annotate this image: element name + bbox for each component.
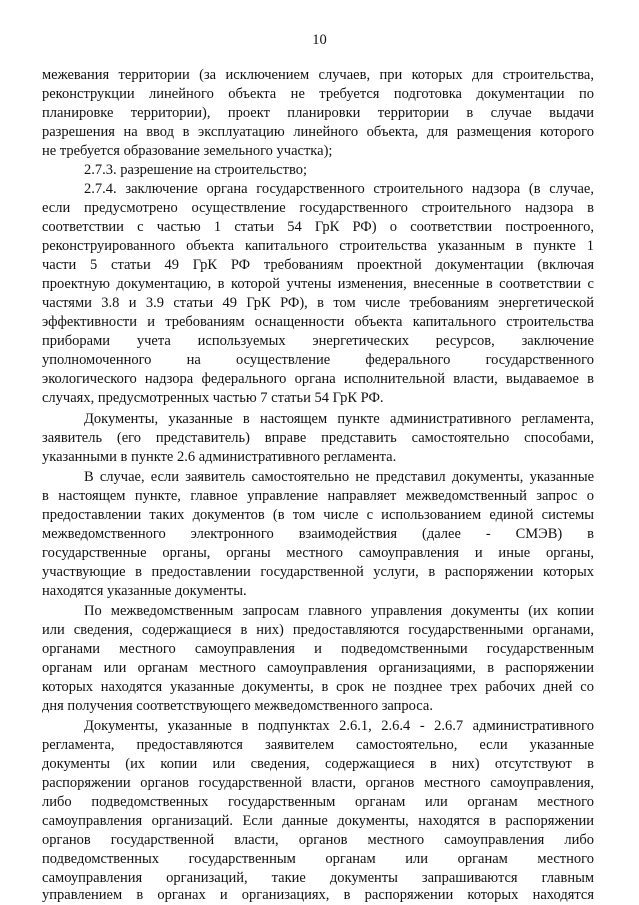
text-line: планировке территории), проект планировки территории в случае выдачи [42, 105, 594, 121]
text-line: 2.7.4. заключение органа государственного строительного надзора (в случае, [84, 181, 594, 197]
text-line: участвующие в предоставлении государственной услуги, в распоряжении которых [42, 564, 594, 580]
text-line: управлением в органах и организациях, в распоряжении которых находятся [42, 887, 594, 903]
text-line: органов государственной власти, органов местного самоуправления либо [42, 832, 594, 848]
text-line: органами местного самоуправления и подведомственными государственным [42, 641, 594, 657]
text-line: если предусмотрено осуществление государственного строительного надзора в [42, 200, 594, 216]
text-line: находятся указанные документы. [42, 583, 247, 599]
text-line: государственные органы, органы местного самоуправления и иные органы, [42, 545, 594, 561]
text-line: Документы, указанные в настоящем пункте административного регламента, [84, 411, 594, 427]
text-line: проектную документацию, в которой учтены изменения, внесенные в соответствии с [42, 276, 594, 292]
text-line: дня получения соответствующего межведомственного запроса. [42, 698, 433, 714]
text-line: указанными в пункте 2.6 административного регламента. [42, 449, 397, 465]
text-line: не требуется образование земельного участка); [42, 143, 333, 159]
text-line: самоуправления организаций, такие документы запрашиваются главным [42, 870, 594, 886]
text-line: частями 3.8 и 3.9 статьи 49 ГрК РФ), в том числе требованиям энергетической [42, 295, 594, 311]
text-line: уполномоченного на осуществление федерального государственного [42, 352, 594, 368]
text-line: межведомственного электронного взаимодействия (далее - СМЭВ) в [42, 526, 594, 542]
page-number: 10 [312, 32, 327, 48]
text-line: разрешения на ввод в эксплуатацию линейного объекта, для размещения которого [42, 124, 594, 140]
text-line: приборами учета используемых энергетических ресурсов, заключение [42, 333, 594, 349]
text-line: эффективности и требованиям оснащенности объекта капитального строительства [42, 314, 594, 330]
text-line: документы (их копии или сведения, содержащиеся в них) отсутствуют в [42, 756, 594, 772]
text-line: самоуправления организаций. Если данные документы, находятся в распоряжении [42, 813, 594, 829]
text-line: Документы, указанные в подпунктах 2.6.1, 2.6.4 - 2.6.7 административного [84, 718, 594, 734]
text-line: органам или органам местного самоуправления организациями, в распоряжении [42, 660, 594, 676]
text-line: реконструированного объекта капитального строительства указанным в пункте 1 [42, 238, 594, 254]
text-line: экологического надзора федерального органа исполнительной власти, выдаваемое в [42, 371, 594, 387]
text-line: либо подведомственных государственным органам или органам местного [42, 794, 594, 810]
text-line: соответствии с частью 1 статьи 54 ГрК РФ) о соответствии построенного, [42, 219, 594, 235]
text-line: 2.7.3. разрешение на строительство; [84, 162, 307, 178]
text-line: реконструкции линейного объекта не требуется подготовка документации по [42, 86, 594, 102]
text-line: В случае, если заявитель самостоятельно не представил документы, указанные [84, 469, 594, 485]
text-line: подведомственных государственным органам или органам местного [42, 851, 594, 867]
text-line: межевания территории (за исключением случаев, при которых для строительства, [42, 67, 594, 83]
text-line: заявитель (его представитель) вправе представить самостоятельно способами, [42, 430, 594, 446]
text-line: предоставлении таких документов (в том числе с использованием единой системы [42, 507, 594, 523]
text-line: распоряжении органов государственной власти, органов местного самоуправления, [42, 775, 594, 791]
text-line: части 5 статьи 49 ГрК РФ требованиям проектной документации (включая [42, 257, 594, 273]
text-line: регламента, предоставляются заявителем самостоятельно, если указанные [42, 737, 594, 753]
text-line: случаях, предусмотренных частью 7 статьи 54 ГрК РФ. [42, 390, 384, 406]
text-line: или сведения, содержащиеся в них) предоставляются государственными органами, [42, 622, 594, 638]
text-line: которых находятся указанные документы, в срок не позднее трех рабочих дней со [42, 679, 594, 695]
text-line: в настоящем пункте, главное управление направляет межведомственный запрос о [42, 488, 594, 504]
text-line: По межведомственным запросам главного управления документы (их копии [84, 603, 594, 619]
